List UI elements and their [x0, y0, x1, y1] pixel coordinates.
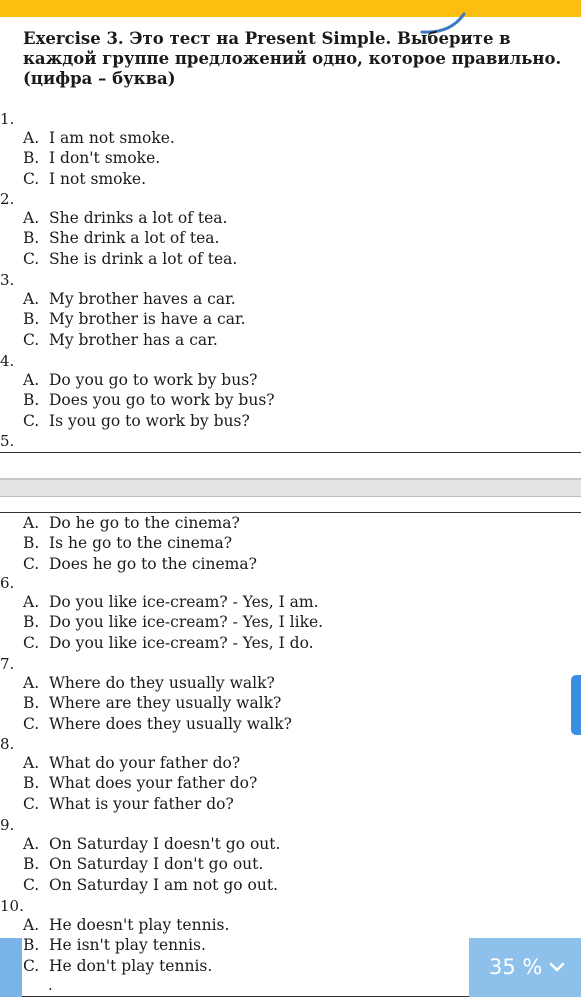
- answer-option: [23, 673, 275, 693]
- option-text: I not smoke.: [49, 169, 146, 188]
- option-letter: A.: [23, 835, 40, 853]
- scrollbar-thumb[interactable]: [571, 675, 581, 735]
- answer-option: [23, 875, 278, 895]
- option-letter: A.: [23, 371, 40, 389]
- chevron-down-icon: [549, 962, 565, 972]
- answer-option: [23, 612, 323, 632]
- answer-option: [23, 208, 227, 228]
- question-number: 10.: [0, 897, 24, 915]
- option-letter: A.: [23, 916, 40, 934]
- option-text: On Saturday I doesn't go out.: [49, 835, 281, 853]
- option-text: Is he go to the cinema?: [49, 534, 233, 553]
- left-overlay-button[interactable]: [0, 938, 22, 997]
- option-letter: B.: [23, 936, 40, 955]
- answer-option: [23, 554, 257, 574]
- option-letter: C.: [23, 956, 40, 975]
- option-text: Does you go to work by bus?: [49, 391, 275, 410]
- trailing-dot: .: [48, 976, 53, 994]
- question-number: 3.: [0, 271, 15, 289]
- answer-option: [23, 513, 240, 533]
- option-text: Do you like ice-cream? - Yes, I like.: [49, 613, 324, 632]
- option-text: Where do they usually walk?: [49, 674, 275, 692]
- option-letter: A.: [23, 674, 40, 692]
- option-letter: C.: [23, 411, 40, 430]
- option-letter: B.: [23, 613, 40, 632]
- option-text: She drinks a lot of tea.: [49, 209, 228, 227]
- answer-option: [23, 228, 219, 248]
- option-text: On Saturday I am not go out.: [49, 875, 278, 894]
- option-text: On Saturday I don't go out.: [49, 855, 264, 874]
- zoom-control[interactable]: [469, 938, 581, 997]
- option-text: He don't play tennis.: [49, 956, 213, 975]
- option-text: He doesn't play tennis.: [49, 916, 230, 934]
- option-letter: A.: [23, 129, 40, 147]
- option-text: She drink a lot of tea.: [49, 229, 220, 248]
- option-letter: C.: [23, 875, 40, 894]
- option-letter: B.: [23, 310, 40, 329]
- answer-option: [23, 330, 218, 350]
- option-text: Do he go to the cinema?: [49, 514, 240, 532]
- option-text: My brother has a car.: [49, 330, 218, 349]
- option-letter: A.: [23, 209, 40, 227]
- option-letter: B.: [23, 534, 40, 553]
- answer-option: [23, 592, 319, 612]
- answer-option: [23, 169, 146, 189]
- option-letter: A.: [23, 290, 40, 308]
- option-text: I am not smoke.: [49, 129, 175, 147]
- answer-option: [23, 794, 234, 814]
- option-text: My brother haves a car.: [49, 290, 236, 308]
- answer-option: [23, 289, 236, 309]
- answer-option: [23, 370, 257, 390]
- answer-option: [23, 714, 292, 734]
- option-letter: A.: [23, 514, 40, 532]
- question-number: 5.: [0, 432, 15, 450]
- option-letter: B.: [23, 855, 40, 874]
- option-text: Do you go to work by bus?: [49, 371, 258, 389]
- answer-option: [23, 390, 275, 410]
- answer-option: [23, 753, 240, 773]
- option-text: Is you go to work by bus?: [49, 411, 250, 430]
- option-text: Do you like ice-cream? - Yes, I do.: [49, 633, 314, 652]
- answer-option: [23, 935, 206, 955]
- answer-option: [23, 834, 280, 854]
- answer-option: [23, 249, 237, 269]
- option-text: She is drink a lot of tea.: [49, 249, 238, 268]
- answer-option: [23, 956, 212, 976]
- answer-option: [23, 128, 175, 148]
- option-letter: C.: [23, 169, 40, 188]
- option-letter: B.: [23, 694, 40, 713]
- option-text: I don't smoke.: [49, 149, 161, 168]
- option-letter: C.: [23, 330, 40, 349]
- option-text: Do you like ice-cream? - Yes, I am.: [49, 593, 319, 611]
- option-text: What is your father do?: [49, 794, 234, 813]
- page-gap: [0, 478, 581, 497]
- question-number: 8.: [0, 735, 15, 753]
- answer-option: [23, 148, 160, 168]
- option-text: My brother is have a car.: [49, 310, 246, 329]
- option-text: What do your father do?: [49, 754, 241, 772]
- answer-option: [23, 693, 281, 713]
- option-letter: B.: [23, 149, 40, 168]
- question-number: 1.: [0, 110, 15, 128]
- zoom-value: 35 %: [489, 955, 543, 979]
- answer-option: [23, 309, 246, 329]
- question-number: 6.: [0, 574, 15, 592]
- answer-option: [23, 533, 232, 553]
- option-letter: C.: [23, 794, 40, 813]
- option-letter: B.: [23, 774, 40, 793]
- answer-option: [23, 915, 229, 935]
- option-letter: A.: [23, 754, 40, 772]
- option-text: Where are they usually walk?: [49, 694, 282, 713]
- answer-option: [23, 854, 263, 874]
- question-number: 9.: [0, 816, 15, 834]
- exercise-title: Exercise 3. Это тест на Present Simple. Выберите в каждой группе предложений одно, которое правильно. (цифра – буква): [23, 29, 562, 88]
- option-text: What does your father do?: [49, 774, 258, 793]
- option-text: Where does they usually walk?: [49, 714, 292, 733]
- answer-option: [23, 773, 257, 793]
- option-letter: C.: [23, 633, 40, 652]
- option-letter: C.: [23, 249, 40, 268]
- option-letter: B.: [23, 391, 40, 410]
- top-toolbar: [0, 0, 581, 17]
- option-letter: B.: [23, 229, 40, 248]
- option-text: Does he go to the cinema?: [49, 554, 257, 573]
- answer-option: [23, 411, 250, 431]
- question-number: 7.: [0, 655, 15, 673]
- answer-option: [23, 633, 314, 653]
- option-text: He isn't play tennis.: [49, 936, 206, 955]
- question-number: 2.: [0, 190, 15, 208]
- question-number: 4.: [0, 352, 15, 370]
- option-letter: A.: [23, 593, 40, 611]
- option-letter: C.: [23, 714, 40, 733]
- option-letter: C.: [23, 554, 40, 573]
